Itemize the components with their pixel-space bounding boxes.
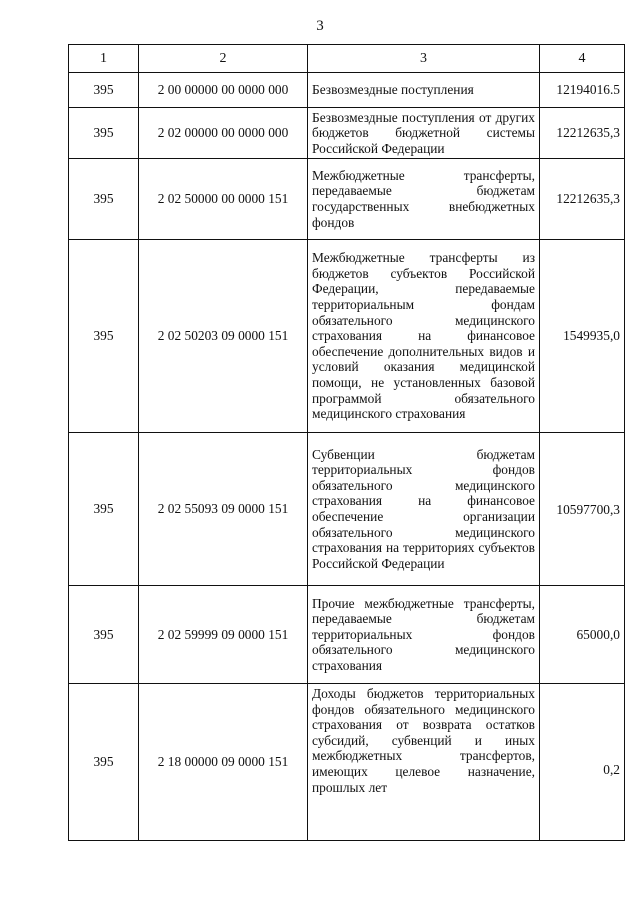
- column-header-1: 1: [69, 45, 139, 73]
- table-row: [69, 73, 625, 108]
- amount-cell: 10597700,3: [540, 433, 625, 586]
- revenue-name-cell: Безвозмездные поступления от других бюджетов бюджетной системы Российской Федерации: [308, 108, 540, 159]
- budget-code-cell: 2 02 50000 00 0000 151: [139, 159, 308, 240]
- table-row: [69, 684, 625, 841]
- amount-cell: 12212635,3: [540, 108, 625, 159]
- revenue-name-cell: Межбюджетные трансферты из бюджетов субъектов Российской Федерации, передаваемые территориальным фондам обязательного медицинского страхования на финансовое обеспечение дополнительных видов и условий оказания медицинской помощи, не установленных базовой программой обязательного медицинского страхования: [308, 240, 540, 433]
- admin-code-cell: 395: [69, 108, 139, 159]
- table-row: [69, 108, 625, 159]
- revenue-name-cell: Прочие межбюджетные трансферты, передаваемые бюджетам территориальных фондов обязательного медицинского страхования: [308, 586, 540, 684]
- budget-code-cell: 2 02 50203 09 0000 151: [139, 240, 308, 433]
- column-header-2: 2: [139, 45, 308, 73]
- revenue-name-cell: Безвозмездные поступления: [308, 73, 540, 108]
- column-header-4: 4: [540, 45, 625, 73]
- admin-code-cell: 395: [69, 684, 139, 841]
- budget-code-cell: 2 02 59999 09 0000 151: [139, 586, 308, 684]
- budget-code-cell: 2 18 00000 09 0000 151: [139, 684, 308, 841]
- column-header-3: 3: [308, 45, 540, 73]
- budget-code-cell: 2 02 55093 09 0000 151: [139, 433, 308, 586]
- table-row: [69, 586, 625, 684]
- revenue-name-cell: Межбюджетные трансферты, передаваемые бюджетам государственных внебюджетных фондов: [308, 159, 540, 240]
- revenue-name-cell: Субвенции бюджетам территориальных фондов обязательного медицинского страхования на финансовое обеспечение организации обязательного медицинского страхования на территориях субъектов Российской Федерации: [308, 433, 540, 586]
- amount-cell: 1549935,0: [540, 240, 625, 433]
- revenue-name-cell: Доходы бюджетов территориальных фондов обязательного медицинского страхования от возврата остатков субсидий, субвенций и иных межбюджетных трансфертов, имеющих целевое назначение, прошлых лет: [308, 684, 540, 841]
- table-header-row: [69, 45, 625, 73]
- table-row: [69, 159, 625, 240]
- admin-code-cell: 395: [69, 159, 139, 240]
- admin-code-cell: 395: [69, 73, 139, 108]
- amount-cell: 65000,0: [540, 586, 625, 684]
- admin-code-cell: 395: [69, 240, 139, 433]
- revenue-table: [68, 44, 625, 841]
- amount-cell: 12212635,3: [540, 159, 625, 240]
- amount-cell: 12194016.5: [540, 73, 625, 108]
- page-number: 3: [316, 18, 324, 34]
- admin-code-cell: 395: [69, 433, 139, 586]
- amount-cell: 0,2: [540, 684, 625, 841]
- budget-code-cell: 2 02 00000 00 0000 000: [139, 108, 308, 159]
- admin-code-cell: 395: [69, 586, 139, 684]
- budget-code-cell: 2 00 00000 00 0000 000: [139, 73, 308, 108]
- table-row: [69, 433, 625, 586]
- table-row: [69, 240, 625, 433]
